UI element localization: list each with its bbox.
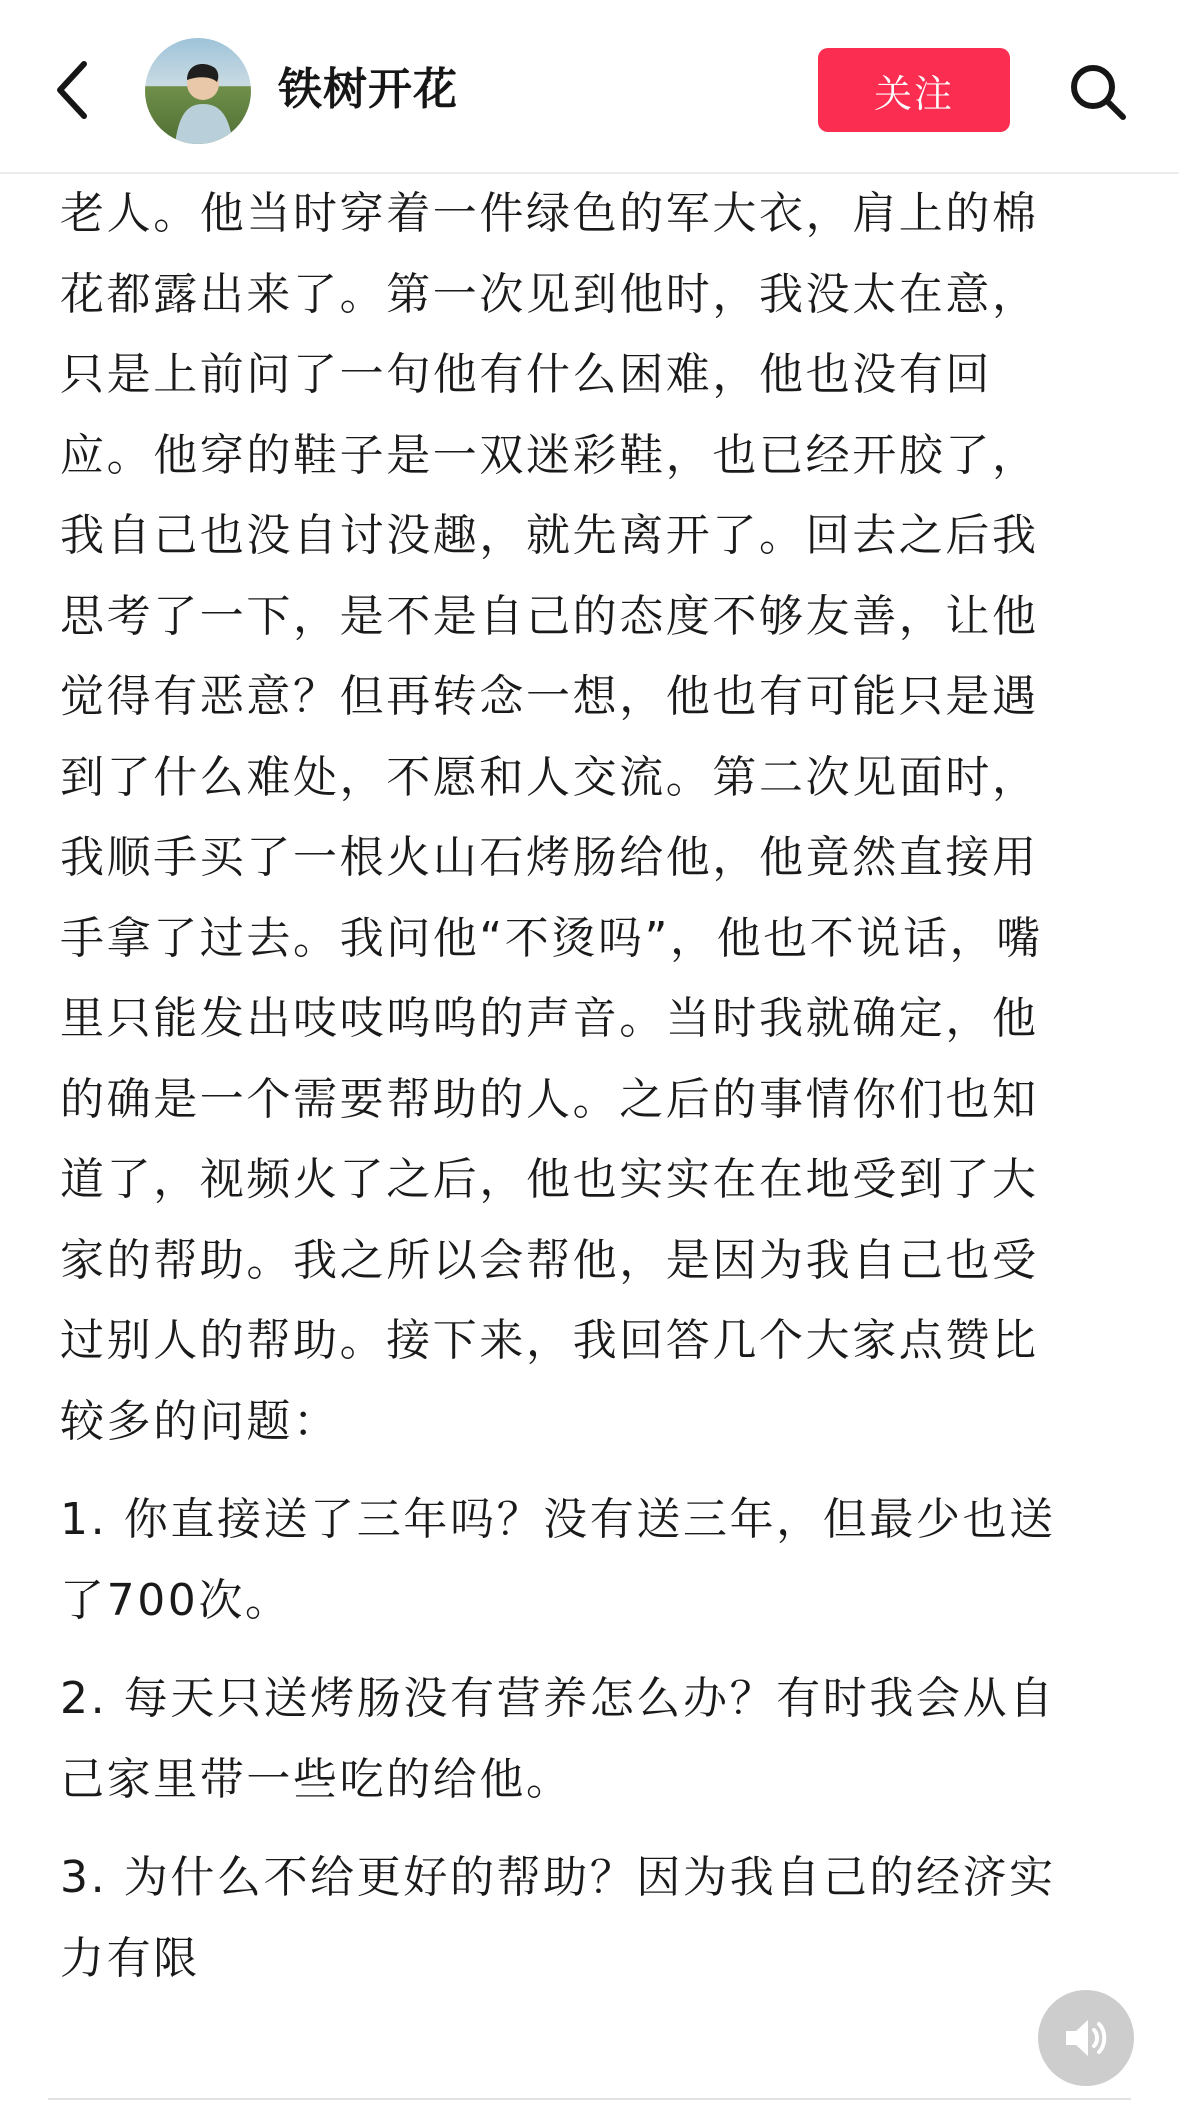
article-content — [60, 174, 1130, 1999]
qa-line: 了700次。 — [60, 1574, 292, 1626]
qa-line: 力有限 — [60, 1932, 200, 1984]
follow-button[interactable]: 关注 — [818, 48, 1010, 132]
chevron-left-icon — [52, 58, 92, 122]
body-line: 应。他穿的鞋子是一双迷彩鞋，也已经开胶了， — [60, 429, 1039, 481]
avatar[interactable] — [145, 38, 251, 144]
body-line: 思考了一下，是不是自己的态度不够友善，让他 — [60, 590, 1039, 642]
body-line: 只是上前问了一句他有什么困难，他也没有回 — [60, 349, 992, 400]
body-line: 觉得有恶意？但再转念一想，他也有可能只是遇 — [60, 671, 1039, 722]
author-name[interactable]: 铁树开花 — [278, 64, 458, 115]
body-line: 道了，视频火了之后，他也实实在在地受到了大 — [60, 1154, 1039, 1205]
qa-item-3 — [60, 1838, 1130, 1999]
qa-line: 1. 你直接送了三年吗？没有送三年，但最少也送 — [60, 1494, 1056, 1545]
body-line: 过别人的帮助。接下来，我回答几个大家点赞比 — [60, 1315, 1039, 1366]
body-line: 的确是一个需要帮助的人。之后的事情你们也知 — [60, 1073, 1039, 1125]
body-line: 到了什么难处，不愿和人交流。第二次见面时， — [60, 751, 1039, 803]
body-line: 家的帮助。我之所以会帮他，是因为我自己也受 — [60, 1234, 1039, 1286]
body-line: 我顺手买了一根火山石烤肠给他，他竟然直接用 — [60, 832, 1039, 883]
body-line: 手拿了过去。我问他“不烫吗”，他也不说话，嘴 — [60, 912, 1043, 964]
body-line: 较多的问题： — [60, 1395, 340, 1447]
body-line: 老人。他当时穿着一件绿色的军大衣，肩上的棉 — [60, 188, 1039, 239]
qa-line: 2. 每天只送烤肠没有营养怎么办？有时我会从自 — [60, 1673, 1056, 1724]
article-body — [60, 174, 1130, 1462]
avatar-photo — [145, 38, 251, 144]
qa-line: 3. 为什么不给更好的帮助？因为我自己的经济实 — [60, 1852, 1056, 1903]
search-icon — [1066, 60, 1130, 124]
qa-item-2 — [60, 1659, 1130, 1820]
search-button[interactable] — [1058, 52, 1138, 132]
top-bar — [0, 0, 1179, 174]
body-line: 花都露出来了。第一次见到他时，我没太在意， — [60, 268, 1039, 320]
qa-item-1 — [60, 1480, 1130, 1641]
sound-toggle-button[interactable] — [1038, 1990, 1134, 2086]
body-line: 里只能发出吱吱呜呜的声音。当时我就确定，他 — [60, 993, 1039, 1044]
divider — [48, 2098, 1131, 2100]
speaker-icon — [1060, 2012, 1112, 2064]
back-button[interactable] — [40, 50, 104, 130]
qa-line: 己家里带一些吃的给他。 — [60, 1753, 573, 1805]
body-line: 我自己也没自讨没趣，就先离开了。回去之后我 — [60, 510, 1039, 561]
